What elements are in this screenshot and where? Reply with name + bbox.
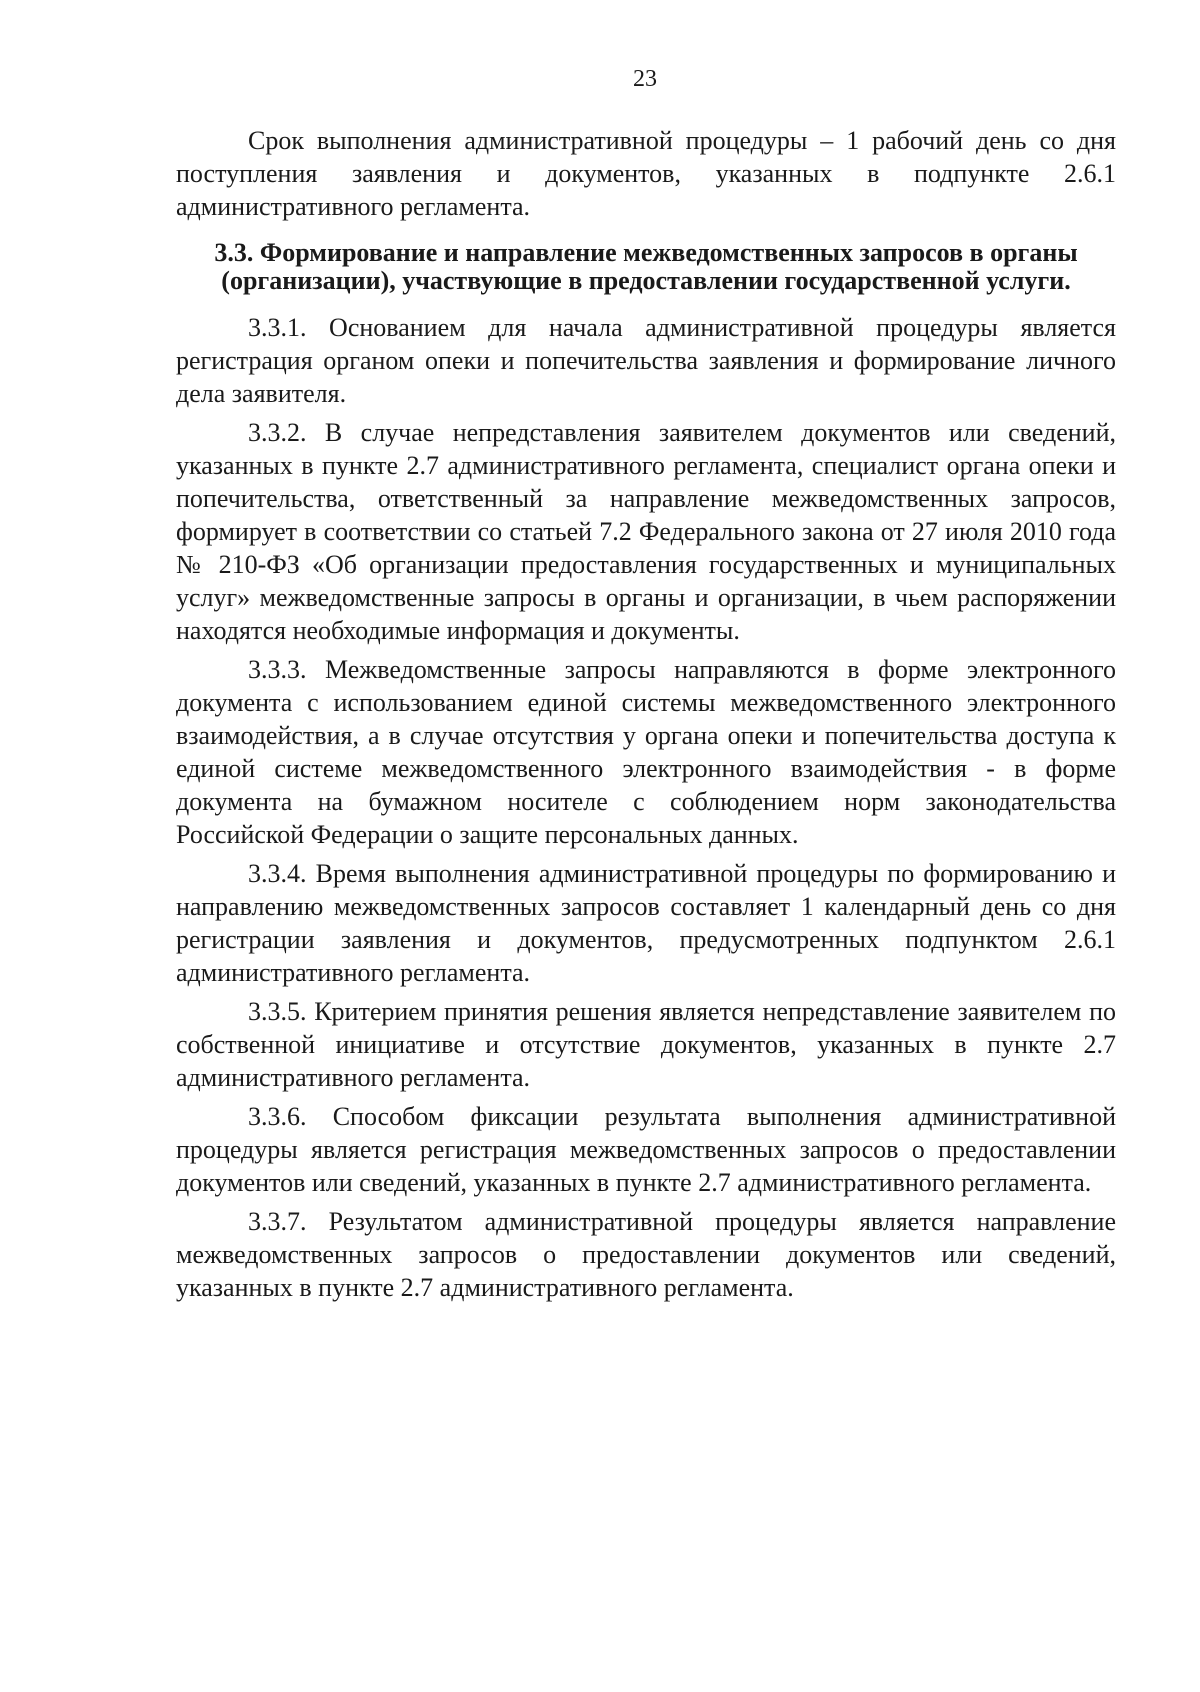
paragraph-3-3-4: 3.3.4. Время выполнения административной процедуры по формированию и направлению межведомственных запросов составляет 1 календарный день со дня регистрации заявления и документов, предусмотренных подпунктом 2.6.1 административного регламента. xyxy=(176,859,1116,987)
paragraph-3-3-1: 3.3.1. Основанием для начала административной процедуры является регистрация органом опеки и попечительства заявления и формирование личного дела заявителя. xyxy=(176,313,1116,408)
page-number: 23 xyxy=(633,66,657,92)
section-heading: 3.3. Формирование и направление межведомственных запросов в органы (организации), участвующие в предоставлении государственной услуги. xyxy=(214,238,1078,295)
document-body xyxy=(176,124,1116,1304)
paragraph-3-3-5: 3.3.5. Критерием принятия решения является непредставление заявителем по собственной инициативе и отсутствие документов, указанных в пункте 2.7 административного регламента. xyxy=(176,997,1116,1092)
paragraph-3-3-7: 3.3.7. Результатом административной процедуры является направление межведомственных запросов о предоставлении документов или сведений, указанных в пункте 2.7 административного регламента. xyxy=(176,1207,1116,1302)
paragraph-procedure-deadline: Срок выполнения административной процедуры – 1 рабочий день со дня поступления заявления и документов, указанных в подпункте 2.6.1 административного регламента. xyxy=(176,126,1116,221)
paragraph-3-3-6: 3.3.6. Способом фиксации результата выполнения административной процедуры является регистрация межведомственных запросов о предоставлении документов или сведений, указанных в пункте 2.7 административного регламента. xyxy=(176,1102,1116,1197)
paragraph-3-3-3: 3.3.3. Межведомственные запросы направляются в форме электронного документа с использованием единой системы межведомственного электронного взаимодействия, а в случае отсутствия у органа опеки и попечительства доступа к единой системе межведомственного электронного взаимодействия - в форме документа на бумажном носителе с соблюдением норм законодательства Российской Федерации о защите персональных данных. xyxy=(176,655,1116,849)
paragraph-3-3-2: 3.3.2. В случае непредставления заявителем документов или сведений, указанных в пункте 2.7 административного регламента, специалист органа опеки и попечительства, ответственный за направление межведомственных запросов, формирует в соответствии со статьей 7.2 Федерального закона от 27 июля 2010 года № 210-ФЗ «Об организации предоставления государственных и муниципальных услуг» межведомственные запросы в органы и организации, в чьем распоряжении находятся необходимые информация и документы. xyxy=(176,418,1116,645)
